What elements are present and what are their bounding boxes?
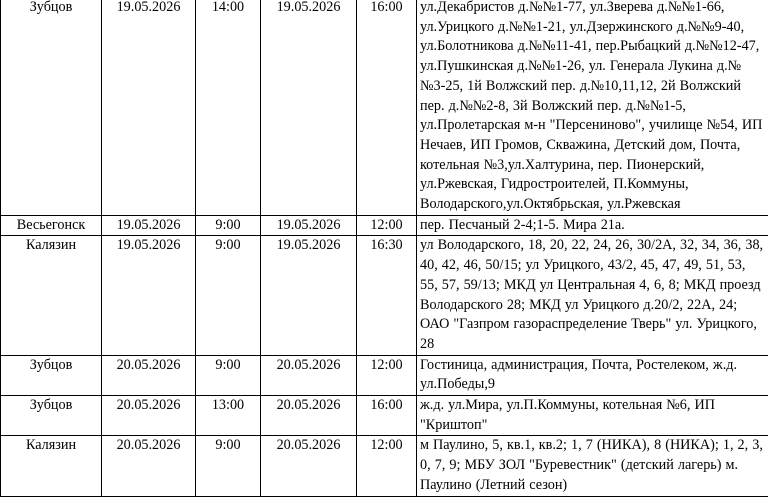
start-date-cell: 19.05.2026 bbox=[102, 0, 196, 215]
end-date-cell: 19.05.2026 bbox=[261, 215, 357, 236]
table-row bbox=[1, 236, 768, 355]
addresses-cell: м Паулино, 5, кв.1, кв.2; 1, 7 (НИКА), 8 (НИКА); 1, 2, 3, 0, 7, 9; МБУ ЗОЛ "Буревестник" (детский лагерь) м. Паулино (Летний сезон) bbox=[417, 436, 768, 496]
settlement-cell: Калязин bbox=[1, 436, 102, 496]
end-time-cell: 12:00 bbox=[357, 215, 417, 236]
end-time-cell: 12:00 bbox=[357, 355, 417, 395]
settlement-cell: Весьегонск bbox=[1, 215, 102, 236]
start-time-cell: 13:00 bbox=[196, 396, 261, 436]
addresses-cell: пер. Песчаный 2-4;1-5. Мира 21а. bbox=[417, 215, 768, 236]
end-date-cell: 20.05.2026 bbox=[261, 355, 357, 395]
table-row bbox=[1, 396, 768, 436]
start-time-cell: 9:00 bbox=[196, 355, 261, 395]
start-time-cell: 9:00 bbox=[196, 236, 261, 355]
settlement-cell: Зубцов bbox=[1, 396, 102, 436]
start-time-cell: 14:00 bbox=[196, 0, 261, 215]
start-date-cell: 19.05.2026 bbox=[102, 215, 196, 236]
end-time-cell: 16:00 bbox=[357, 0, 417, 215]
end-date-cell: 20.05.2026 bbox=[261, 436, 357, 496]
settlement-cell: Зубцов bbox=[1, 355, 102, 395]
addresses-cell: ул.Декабристов д.№№1-77, ул.Зверева д.№№1-66, ул.Урицкого д.№№1-21, ул.Дзержинского д.№№9-40, ул.Болотникова д.№№11-41, пер.Рыбацкий д.№№12-47, ул.Пушкинская д.№№1-26, ул. Генерала Лукина д.№№3-25, 1й Волжский пер. д.№10,11,12, 2й Волжский пер. д.№№2-8, 3й Волжский пер. д.№№1-5, ул.Пролетарская м-н "Персениново", училище №54, ИП Нечаев, ИП Громов, Скважина, Детский дом, Почта, котельная №3,ул.Халтурина, пер. Пионерский, ул.Ржевская, Гидростроителей, П.Коммуны, Володарского,ул.Октябрьская, ул.Ржевская bbox=[417, 0, 768, 215]
start-time-cell: 9:00 bbox=[196, 436, 261, 496]
end-time-cell: 16:00 bbox=[357, 396, 417, 436]
start-time-cell: 9:00 bbox=[196, 215, 261, 236]
start-date-cell: 20.05.2026 bbox=[102, 396, 196, 436]
end-date-cell: 19.05.2026 bbox=[261, 236, 357, 355]
end-date-cell: 20.05.2026 bbox=[261, 396, 357, 436]
table-row bbox=[1, 355, 768, 395]
addresses-cell: ж.д. ул.Мира, ул.П.Коммуны, котельная №6, ИП "Криштоп" bbox=[417, 396, 768, 436]
start-date-cell: 20.05.2026 bbox=[102, 436, 196, 496]
end-date-cell: 19.05.2026 bbox=[261, 0, 357, 215]
end-time-cell: 16:30 bbox=[357, 236, 417, 355]
settlement-cell: Калязин bbox=[1, 236, 102, 355]
addresses-cell: Гостиница, администрация, Почта, Ростелеком, ж.д. ул.Победы,9 bbox=[417, 355, 768, 395]
start-date-cell: 19.05.2026 bbox=[102, 236, 196, 355]
settlement-cell: Зубцов bbox=[1, 0, 102, 215]
start-date-cell: 20.05.2026 bbox=[102, 355, 196, 395]
addresses-cell: ул Володарского, 18, 20, 22, 24, 26, 30/2А, 32, 34, 36, 38, 40, 42, 46, 50/15; ул Урицкого, 43/2, 45, 47, 49, 51, 53, 55, 57, 59/13; МКД ул Центральная 4, 6, 8; МКД проезд Володарского 28; МКД ул Урицкого д.20/2, 22А, 24; ОАО "Газпром газораспределение Тверь" ул. Урицкого, 28 bbox=[417, 236, 768, 355]
table-row bbox=[1, 436, 768, 496]
table-row bbox=[1, 215, 768, 236]
end-time-cell: 12:00 bbox=[357, 436, 417, 496]
table-row bbox=[1, 0, 768, 215]
